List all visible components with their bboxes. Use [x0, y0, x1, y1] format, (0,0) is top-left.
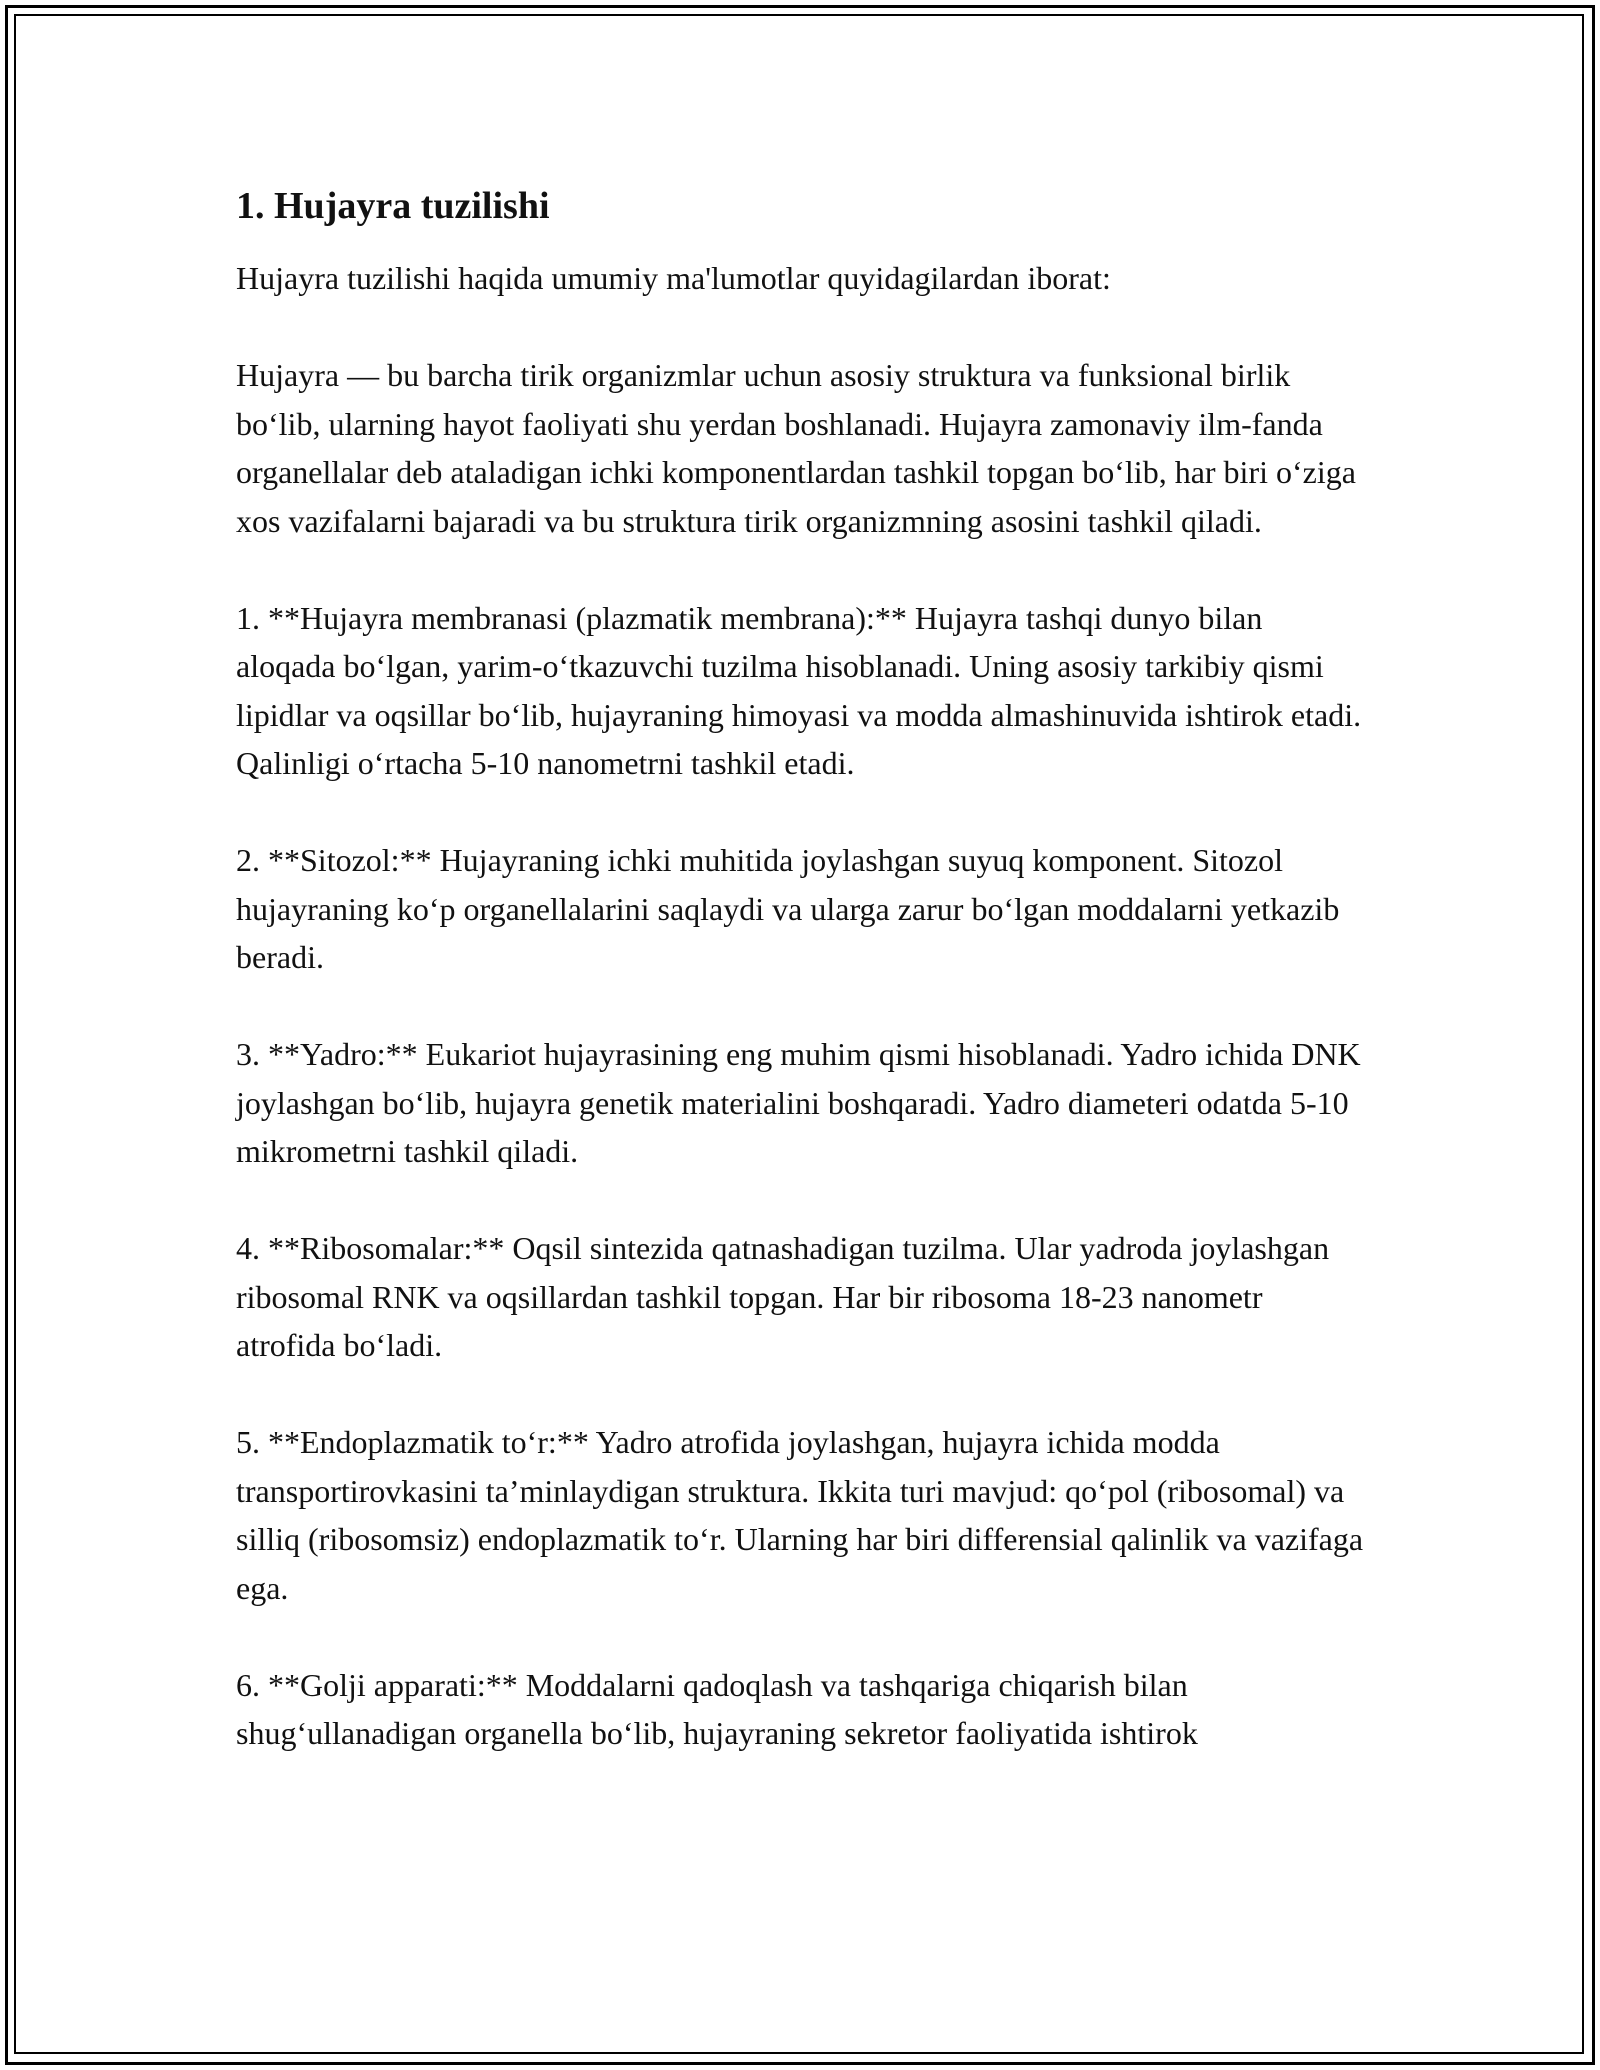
document-body	[236, 182, 1366, 1806]
paragraph-definition: Hujayra — bu barcha tirik organizmlar uchun asosiy struktura va funksional birlik bo‘lib, ularning hayot faoliyati shu yerdan boshlanadi. Hujayra zamonaviy ilm-fanda organellalar deb ataladigan ichki komponentlardan tashkil topgan bo‘lib, har biri o‘ziga xos vazifalarni bajaradi va bu struktura tirik organizmning asosini tashkil qiladi.	[236, 357, 1356, 539]
document-title: 1. Hujayra tuzilishi	[236, 185, 550, 227]
paragraph-cytosol: 2. **Sitozol:** Hujayraning ichki muhitida joylashgan suyuq komponent. Sitozol hujayraning ko‘p organellalarini saqlaydi va ularga zarur bo‘lgan moddalarni yetkazib beradi.	[236, 842, 1340, 975]
paragraph-nucleus: 3. **Yadro:** Eukariot hujayrasining eng muhim qismi hisoblanadi. Yadro ichida DNK joylashgan bo‘lib, hujayra genetik materialini boshqaradi. Yadro diameteri odatda 5-10 mikrometrni tashkil qiladi.	[236, 1036, 1361, 1169]
paragraph-membrane: 1. **Hujayra membranasi (plazmatik membrana):** Hujayra tashqi dunyo bilan aloqada bo‘lgan, yarim-o‘tkazuvchi tuzilma hisoblanadi. Uning asosiy tarkibiy qismi lipidlar va oqsillar bo‘lib, hujayraning himoyasi va modda almashinuvida ishtirok etadi. Qalinligi o‘rtacha 5-10 nanometrni tashkil etadi.	[236, 599, 1362, 781]
paragraph-ribosomes: 4. **Ribosomalar:** Oqsil sintezida qatnashadigan tuzilma. Ular yadroda joylashgan ribosomal RNK va oqsillardan tashkil topgan. Har bir ribosoma 18-23 nanometr atrofida bo‘ladi.	[236, 1230, 1330, 1363]
intro-paragraph: Hujayra tuzilishi haqida umumiy ma'lumotlar quyidagilardan iborat:	[236, 260, 1111, 296]
paragraph-golgi-apparatus: 6. **Golji apparati:** Moddalarni qadoqlash va tashqariga chiqarish bilan shug‘ullanadigan organella bo‘lib, hujayraning sekretor faoliyatida ishtirok	[236, 1666, 1198, 1751]
paragraph-endoplasmic-reticulum: 5. **Endoplazmatik to‘r:** Yadro atrofida joylashgan, hujayra ichida modda transportirovkasini ta’minlaydigan struktura. Ikkita turi mavjud: qo‘pol (ribosomal) va silliq (ribosomsiz) endoplazmatik to‘r. Ularning har biri differensial qalinlik va vazifaga ega.	[236, 1424, 1364, 1606]
